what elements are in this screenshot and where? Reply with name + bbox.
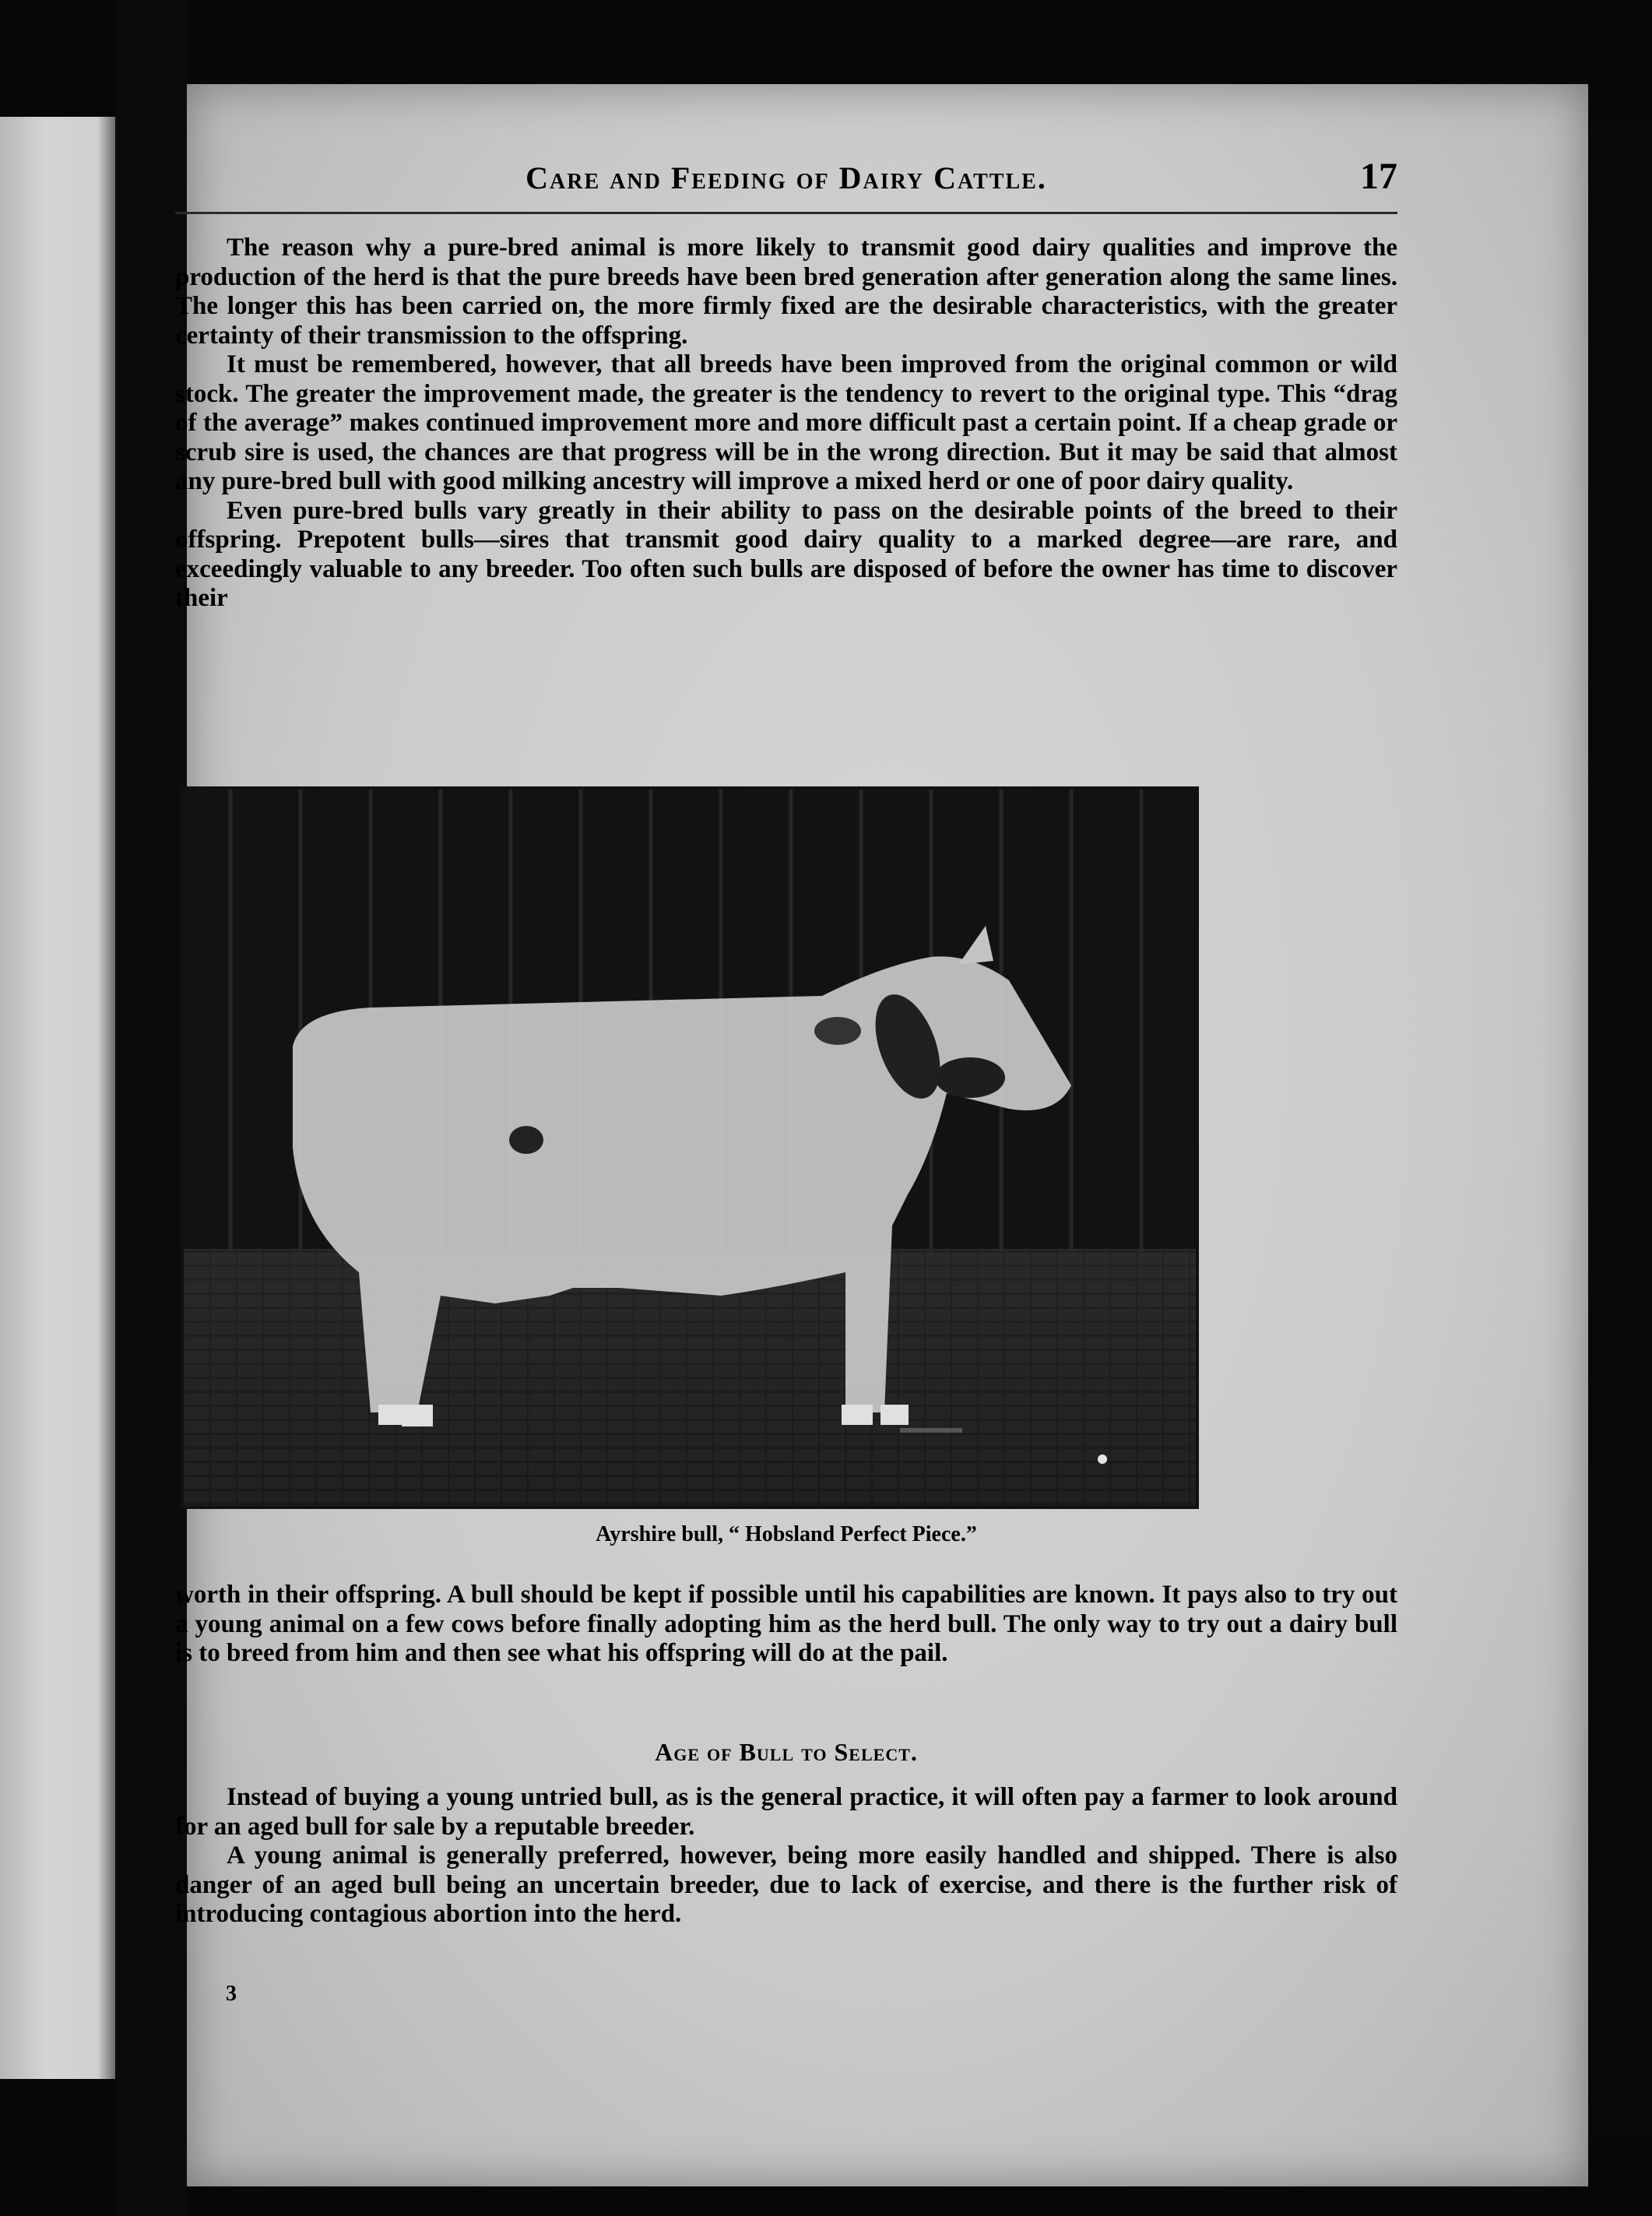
paragraph: The reason why a pure-bred animal is more likely to transmit good dairy qualities and improve the production of the herd is that the pure breeds have been bred generation after generation along the same lines. The longer this has been carried on, the more firmly fixed are the desirable characteristics, with the greater certainty of their transmission to the offspring. <box>175 234 1397 350</box>
header-rule <box>175 212 1397 214</box>
running-header <box>175 156 1397 206</box>
bull-photograph <box>181 786 1199 1509</box>
paragraph: A young animal is generally preferred, however, being more easily handled and shipped. There is also danger of an aged bull being an uncertain breeder, due to lack of exercise, and there is the further risk of introducing contagious abortion into the herd. <box>175 1841 1397 1928</box>
paragraph: It must be remembered, however, that all breeds have been improved from the original common or wild stock. The greater the improvement made, the greater is the tendency to revert to the original type. This “drag of the average” makes continued improvement more and more difficult past a certain point. If a cheap grade or scrub sire is used, the chances are that progress will be in the wrong direction. But it may be said that almost any pure-bred bull with good milking ancestry will improve a mixed herd or one of poor dairy quality. <box>175 350 1397 495</box>
signature-mark: 3 <box>226 1982 237 2006</box>
section-heading: Age of Bull to Select. <box>655 1738 918 1766</box>
body-text-top <box>175 234 1397 614</box>
paragraph: worth in their offspring. A bull should be kept if possible until his capabilities are known. It pays also to try out a young animal on a few cows before finally adopting him as the herd bull. The only way to try out a dairy bull is to breed from him and then see what his offspring will do at the pail. <box>175 1581 1397 1667</box>
body-text-continued <box>175 1581 1397 1669</box>
page-number: 17 <box>1360 156 1397 197</box>
paragraph: Instead of buying a young untried bull, as is the general practice, it will often pay a farmer to look around for an aged bull for sale by a reputable breeder. <box>175 1783 1397 1841</box>
photo-image <box>184 790 1196 1506</box>
running-title: Care and Feeding of Dairy Cattle. <box>525 160 1047 195</box>
adjacent-page-edge <box>0 117 115 2079</box>
figure-caption: Ayrshire bull, “ Hobsland Perfect Piece.” <box>596 1522 977 1546</box>
section-body <box>175 1783 1397 1929</box>
scan-border <box>1588 117 1652 2141</box>
paragraph: Even pure-bred bulls vary greatly in their ability to pass on the desirable points of the breed to their offspring. Prepotent bulls—sires that transmit good dairy quality to a marked degree—are rare, and exceedingly valuable to any breeder. Too often such bulls are disposed of before the owner has time to discover their <box>175 496 1397 612</box>
